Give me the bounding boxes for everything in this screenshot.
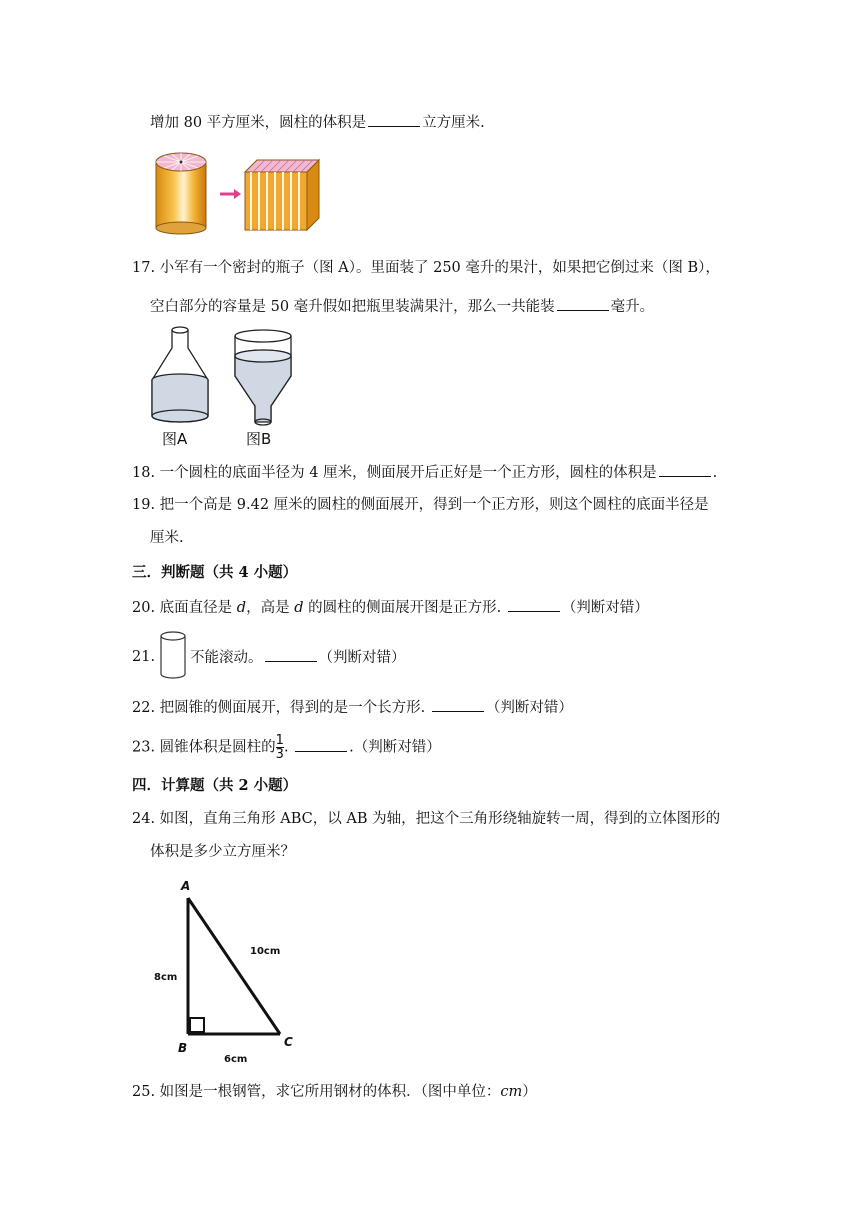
q17-text1: 小军有一个密封的瓶子（图 A）。里面装了 250 毫升的果汁，如果把它倒过来（图 B），	[159, 260, 720, 276]
q16-answer-blank[interactable]	[368, 112, 420, 127]
q19-number: 19.	[132, 497, 156, 513]
q20-line	[132, 597, 649, 618]
q18-text: 一个圆柱的底面半径为 4 厘米，侧面展开后正好是一个正方形，圆柱的体积是	[159, 465, 657, 481]
q19-line1	[132, 495, 709, 515]
q25-unit: cm	[500, 1084, 523, 1100]
vertex-b-label: B	[178, 1041, 188, 1055]
q23-number: 23.	[132, 739, 156, 756]
q20-text-b: ，高是	[246, 600, 290, 616]
q18-suffix: .	[712, 465, 718, 481]
q23-line	[132, 734, 441, 761]
q22-text: 把圆锥的侧面展开，得到的是一个长方形.	[159, 700, 426, 716]
vertex-c-label: C	[284, 1035, 293, 1049]
bottle-a	[152, 327, 208, 422]
q24-line2	[150, 842, 295, 862]
vertex-a-label: A	[181, 879, 191, 893]
q17-answer-blank[interactable]	[557, 296, 609, 311]
q23-frac-den: 3	[275, 747, 284, 762]
fig-a-label: 图A	[162, 430, 188, 448]
q16-tail-line	[150, 112, 485, 133]
section4-heading: 四．计算题（共 2 小题）	[132, 777, 298, 794]
q23-frac-num: 1	[275, 733, 284, 748]
q22-suffix: （判断对错）	[485, 700, 573, 716]
q23-after-frac: .	[283, 739, 289, 756]
q20-suffix: （判断对错）	[561, 600, 649, 616]
q22-line	[132, 697, 573, 718]
q20-var1: d	[236, 600, 247, 616]
q20-text-a: 底面直径是	[159, 600, 233, 616]
q21-answer-blank[interactable]	[265, 647, 317, 662]
q19-line2	[150, 528, 184, 548]
side-bc-label: 6cm	[224, 1054, 248, 1065]
bottle-b	[235, 330, 291, 425]
q20-number: 20.	[132, 600, 156, 616]
q23-text: 圆锥体积是圆柱的	[159, 739, 276, 756]
right-triangle-figure	[148, 874, 308, 1066]
q23-answer-blank[interactable]	[295, 737, 347, 752]
q18-answer-blank[interactable]	[659, 462, 711, 477]
q19-text2: 厘米.	[150, 530, 184, 546]
q25-number: 25.	[132, 1084, 156, 1100]
bottle-figure	[148, 322, 298, 450]
section3-heading: 三．判断题（共 4 小题）	[132, 564, 298, 581]
q23-suffix: .（判断对错）	[349, 739, 441, 756]
side-ac-label: 10cm	[250, 946, 281, 957]
q24-text1: 如图，直角三角形 ABC，以 AB 为轴，把这个三角形绕轴旋转一周，得到的立体图形的	[159, 811, 721, 827]
cylinder-icon	[158, 630, 188, 682]
q17-suffix: 毫升。	[610, 299, 655, 315]
side-ab-label: 8cm	[154, 972, 178, 983]
q25-close: ）	[522, 1084, 537, 1100]
q16-text: 增加 80 平方厘米，圆柱的体积是	[150, 115, 367, 131]
q17-text2: 空白部分的容量是 50 毫升假如把瓶里装满果汁，那么一共能装	[150, 299, 555, 315]
q21-line	[190, 647, 406, 668]
q24-number: 24.	[132, 811, 156, 827]
q21-number: 21.	[132, 649, 156, 665]
q17-line2	[150, 296, 654, 317]
q17-number: 17.	[132, 260, 156, 276]
q24-line1	[132, 809, 720, 829]
q22-answer-blank[interactable]	[432, 697, 484, 712]
q17-line1	[132, 258, 720, 278]
q25-line	[132, 1082, 537, 1102]
q20-var2: d	[294, 600, 304, 616]
q20-answer-blank[interactable]	[508, 597, 560, 612]
q18-number: 18.	[132, 465, 156, 481]
q22-number: 22.	[132, 700, 156, 716]
q21-number-line	[132, 647, 155, 667]
q23-fraction	[276, 734, 284, 761]
q21-suffix: （判断对错）	[318, 650, 406, 666]
q20-text-c: 的圆柱的侧面展开图是正方形.	[308, 600, 502, 616]
fig-b-label: 图B	[246, 430, 272, 448]
q18-line	[132, 462, 717, 483]
q19-text1: 把一个高是 9.42 厘米的圆柱的侧面展开，得到一个正方形，则这个圆柱的底面半径是	[159, 497, 709, 513]
q21-text: 不能滚动。	[190, 650, 263, 666]
q16-suffix: 立方厘米.	[422, 115, 485, 131]
q24-text2: 体积是多少立方厘米？	[150, 844, 295, 860]
cylinder-cut-figure	[150, 148, 330, 240]
q25-text: 如图是一根钢管，求它所用钢材的体积．（图中单位：	[159, 1084, 501, 1100]
